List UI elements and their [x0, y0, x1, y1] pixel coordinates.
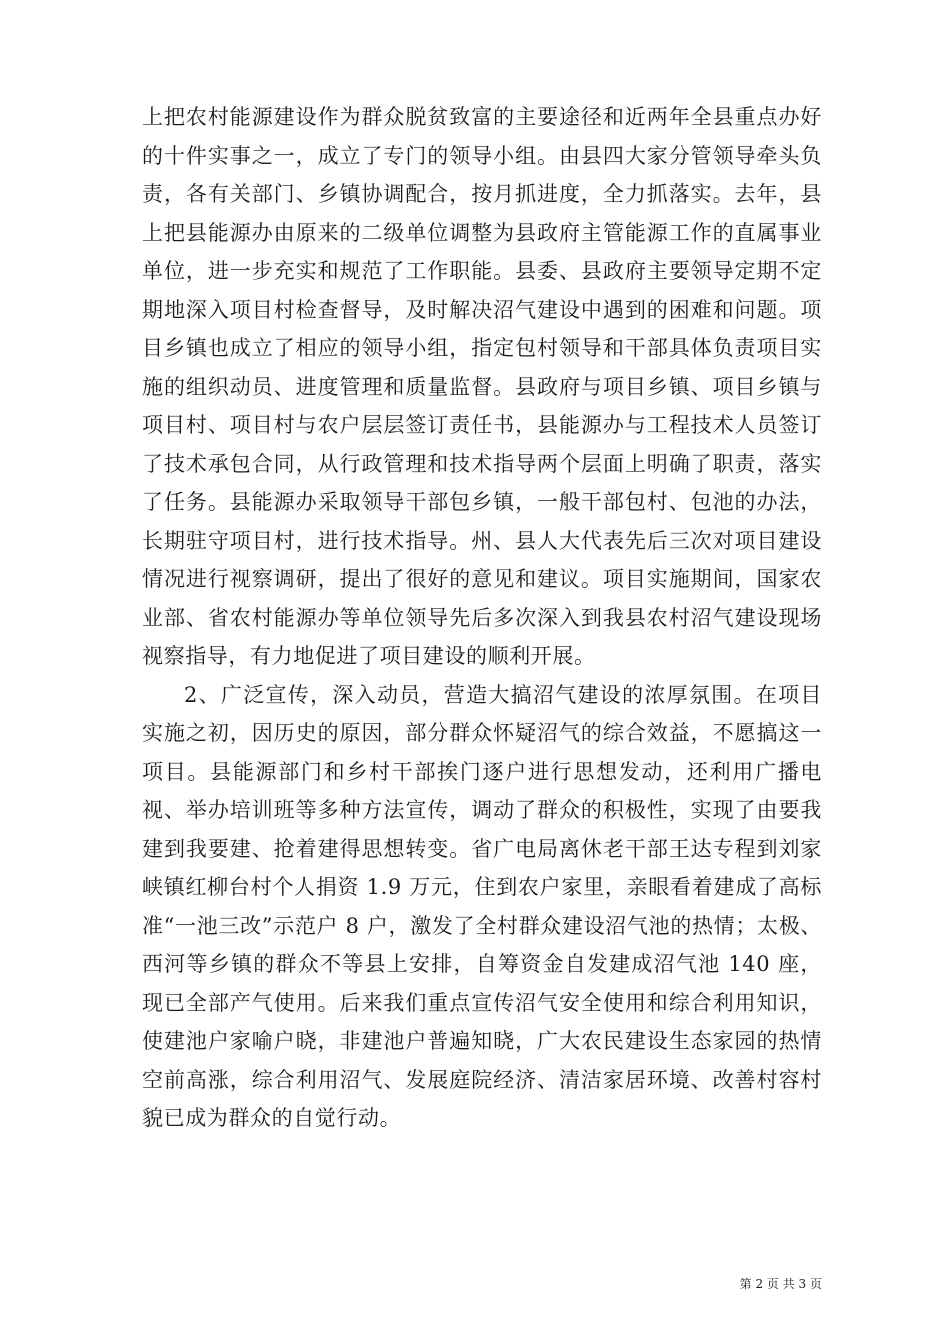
paragraph-publicity-mobilization: 2、广泛宣传，深入动员，营造大搞沼气建设的浓厚氛围。在项目实施之初，因历史的原因，部分群众怀疑沼气的综合效益，不愿搞这一项目。县能源部门和乡村干部挨门逐户进行思想发动，还利用广播电视、举办培训班等多种方法宣传，调动了群众的积极性，实现了由要我建到我要建、抢着建得思想转变。省广电局离休老干部王达专程到刘家峡镇红柳台村个人捐资 1.9 万元，住到农户家里，亲眼看着建成了高标准“一池三改”示范户 8 户，激发了全村群众建设沼气池的热情；太极、西河等乡镇的群众不等县上安排，自筹资金自发建成沼气池 140 座，现已全部产气使用。后来我们重点宣传沼气安全使用和综合利用知识，使建池户家喻户晓，非建池户普遍知晓，广大农民建设生态家园的热情空前高涨，综合利用沼气、发展庭院经济、清洁家居环境、改善村容村貌已成为群众的自觉行动。	[142, 682, 822, 1130]
page-number-footer: 第 2 页 共 3 页	[739, 1277, 822, 1291]
document-body	[142, 98, 822, 1138]
paragraph-leadership-organization: 上把农村能源建设作为群众脱贫致富的主要途径和近两年全县重点办好的十件实事之一，成立了专门的领导小组。由县四大家分管领导牵头负责，各有关部门、乡镇协调配合，按月抓进度，全力抓落实。去年，县上把县能源办由原来的二级单位调整为县政府主管能源工作的直属事业单位，进一步充实和规范了工作职能。县委、县政府主要领导定期不定期地深入项目村检查督导，及时解决沼气建设中遇到的困难和问题。项目乡镇也成立了相应的领导小组，指定包村领导和干部具体负责项目实施的组织动员、进度管理和质量监督。县政府与项目乡镇、项目乡镇与项目村、项目村与农户层层签订责任书，县能源办与工程技术人员签订了技术承包合同，从行政管理和技术指导两个层面上明确了职责，落实了任务。县能源办采取领导干部包乡镇，一般干部包村、包池的办法，长期驻守项目村，进行技术指导。州、县人大代表先后三次对项目建设情况进行视察调研，提出了很好的意见和建议。项目实施期间，国家农业部、省农村能源办等单位领导先后多次深入到我县农村沼气建设现场视察指导，有力地促进了项目建设的顺利开展。	[142, 105, 822, 668]
